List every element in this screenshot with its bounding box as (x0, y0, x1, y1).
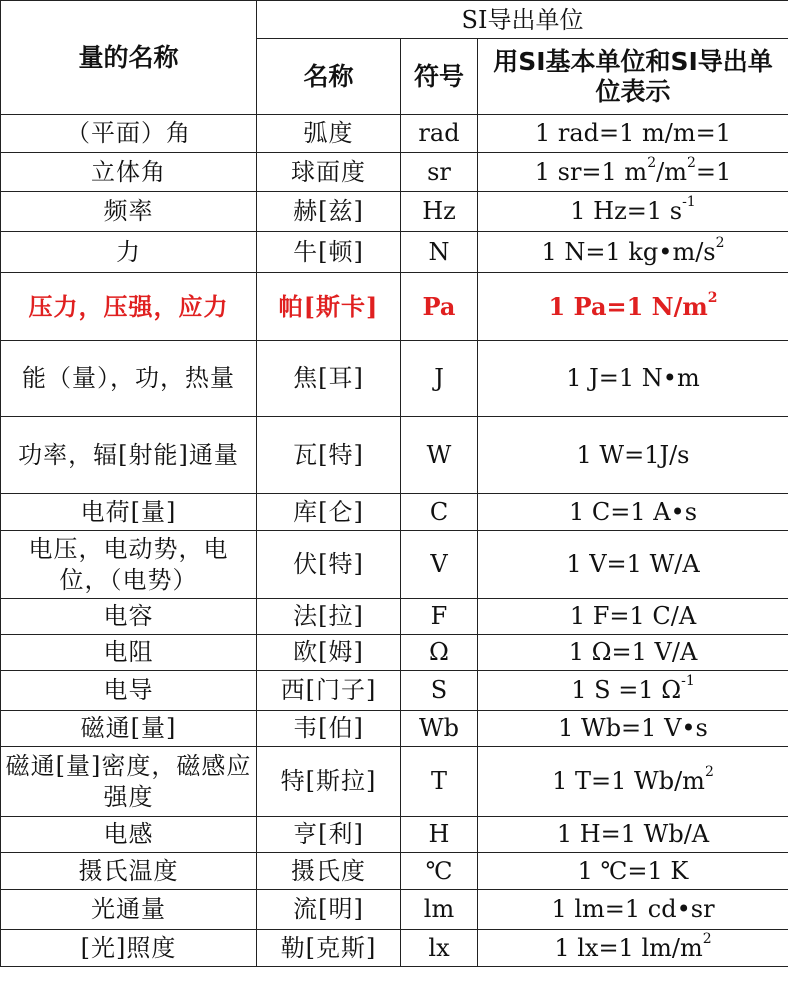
unit-symbol-cell: T (401, 747, 478, 817)
unit-expression-cell: 1 Hz=1 $s^{-1}$ (478, 192, 788, 232)
unit-name-cell: 帕[斯卡] (257, 273, 401, 341)
table-row (1, 599, 788, 635)
unit-name-cell: 球面度 (257, 153, 401, 192)
unit-expression-cell: 1 Wb=1 V•s (478, 711, 788, 747)
unit-symbol-cell: ℃ (401, 853, 478, 890)
unit-symbol-cell: N (401, 232, 478, 273)
unit-expression-cell: 1 S =1 $\Omega^{-1}$ (478, 671, 788, 711)
unit-expression-cell: 1 W=1J/s (478, 417, 788, 494)
quantity-name-cell: 电荷[量] (1, 494, 257, 531)
quantity-name-cell: 电容 (1, 599, 257, 635)
unit-expression-cell: 1 ℃=1 K (478, 853, 788, 890)
unit-name-cell: 伏[特] (257, 531, 401, 599)
table-row (1, 930, 788, 967)
table-body (1, 115, 788, 967)
unit-name-cell: 库[仑] (257, 494, 401, 531)
table-row (1, 531, 788, 599)
unit-expression-cell: 1 Ω=1 V/A (478, 635, 788, 671)
table-row (1, 711, 788, 747)
unit-symbol-cell: F (401, 599, 478, 635)
unit-expression-cell: 1 V=1 W/A (478, 531, 788, 599)
quantity-name-cell: 电阻 (1, 635, 257, 671)
unit-expression-cell: 1 H=1 Wb/A (478, 817, 788, 853)
unit-symbol-cell: Wb (401, 711, 478, 747)
unit-name-cell: 韦[伯] (257, 711, 401, 747)
unit-symbol-cell: rad (401, 115, 478, 153)
unit-expression-cell: 1 C=1 A•s (478, 494, 788, 531)
quantity-name-cell: 电压，电动势，电位，（电势） (1, 531, 257, 599)
table-row (1, 273, 788, 341)
unit-name-cell: 西[门子] (257, 671, 401, 711)
unit-name-cell: 特[斯拉] (257, 747, 401, 817)
table-row (1, 747, 788, 817)
table-row (1, 635, 788, 671)
table-row (1, 853, 788, 890)
table-row (1, 417, 788, 494)
quantity-name-cell: （平面）角 (1, 115, 257, 153)
unit-symbol-cell: V (401, 531, 478, 599)
header-quantity-name: 量的名称 (1, 1, 257, 115)
unit-symbol-cell: lm (401, 890, 478, 930)
quantity-name-cell: 压力，压强，应力 (1, 273, 257, 341)
quantity-name-cell: 磁通[量] (1, 711, 257, 747)
unit-name-cell: 勒[克斯] (257, 930, 401, 967)
unit-name-cell: 瓦[特] (257, 417, 401, 494)
unit-expression-cell: 1 F=1 C/A (478, 599, 788, 635)
unit-symbol-cell: Ω (401, 635, 478, 671)
quantity-name-cell: 磁通[量]密度，磁感应强度 (1, 747, 257, 817)
unit-symbol-cell: H (401, 817, 478, 853)
table-row (1, 341, 788, 417)
unit-name-cell: 摄氏度 (257, 853, 401, 890)
quantity-name-cell: 力 (1, 232, 257, 273)
table-row (1, 817, 788, 853)
unit-expression-cell: 1 Pa=1 $N/m^2$ (478, 273, 788, 341)
unit-symbol-cell: W (401, 417, 478, 494)
unit-symbol-cell: Hz (401, 192, 478, 232)
unit-name-cell: 流[明] (257, 890, 401, 930)
unit-symbol-cell: C (401, 494, 478, 531)
header-unit-name: 名称 (257, 39, 401, 115)
header-expression: 用SI基本单位和SI导出单位表示 (478, 39, 788, 115)
unit-expression-cell: 1 lx=1 $lm/m^2$ (478, 930, 788, 967)
unit-expression-cell: 1 T=1 $Wb/m^2$ (478, 747, 788, 817)
unit-name-cell: 法[拉] (257, 599, 401, 635)
header-si-derived-units: SI导出单位 (257, 1, 788, 39)
unit-name-cell: 赫[兹] (257, 192, 401, 232)
table-row (1, 192, 788, 232)
unit-symbol-cell: J (401, 341, 478, 417)
unit-expression-cell: 1 J=1 N•m (478, 341, 788, 417)
unit-symbol-cell: Pa (401, 273, 478, 341)
unit-symbol-cell: S (401, 671, 478, 711)
unit-symbol-cell: lx (401, 930, 478, 967)
unit-name-cell: 弧度 (257, 115, 401, 153)
quantity-name-cell: 能（量），功，热量 (1, 341, 257, 417)
unit-name-cell: 欧[姆] (257, 635, 401, 671)
quantity-name-cell: 电感 (1, 817, 257, 853)
table-row (1, 494, 788, 531)
quantity-name-cell: 立体角 (1, 153, 257, 192)
table-row (1, 153, 788, 192)
quantity-name-cell: 频率 (1, 192, 257, 232)
table-row (1, 232, 788, 273)
unit-expression-cell: 1 rad=1 m/m=1 (478, 115, 788, 153)
unit-name-cell: 焦[耳] (257, 341, 401, 417)
unit-expression-cell: 1 lm=1 cd•sr (478, 890, 788, 930)
table-row (1, 890, 788, 930)
unit-name-cell: 牛[顿] (257, 232, 401, 273)
table-row (1, 115, 788, 153)
quantity-name-cell: 功率，辐[射能]通量 (1, 417, 257, 494)
unit-name-cell: 亨[利] (257, 817, 401, 853)
table-row (1, 671, 788, 711)
unit-expression-cell: 1 N=1 $kg•m/s^2$ (478, 232, 788, 273)
unit-symbol-cell: sr (401, 153, 478, 192)
quantity-name-cell: 摄氏温度 (1, 853, 257, 890)
unit-expression-cell: 1 sr=1 $m^2/m^2=1$ (478, 153, 788, 192)
quantity-name-cell: 电导 (1, 671, 257, 711)
quantity-name-cell: [光]照度 (1, 930, 257, 967)
quantity-name-cell: 光通量 (1, 890, 257, 930)
header-symbol: 符号 (401, 39, 478, 115)
